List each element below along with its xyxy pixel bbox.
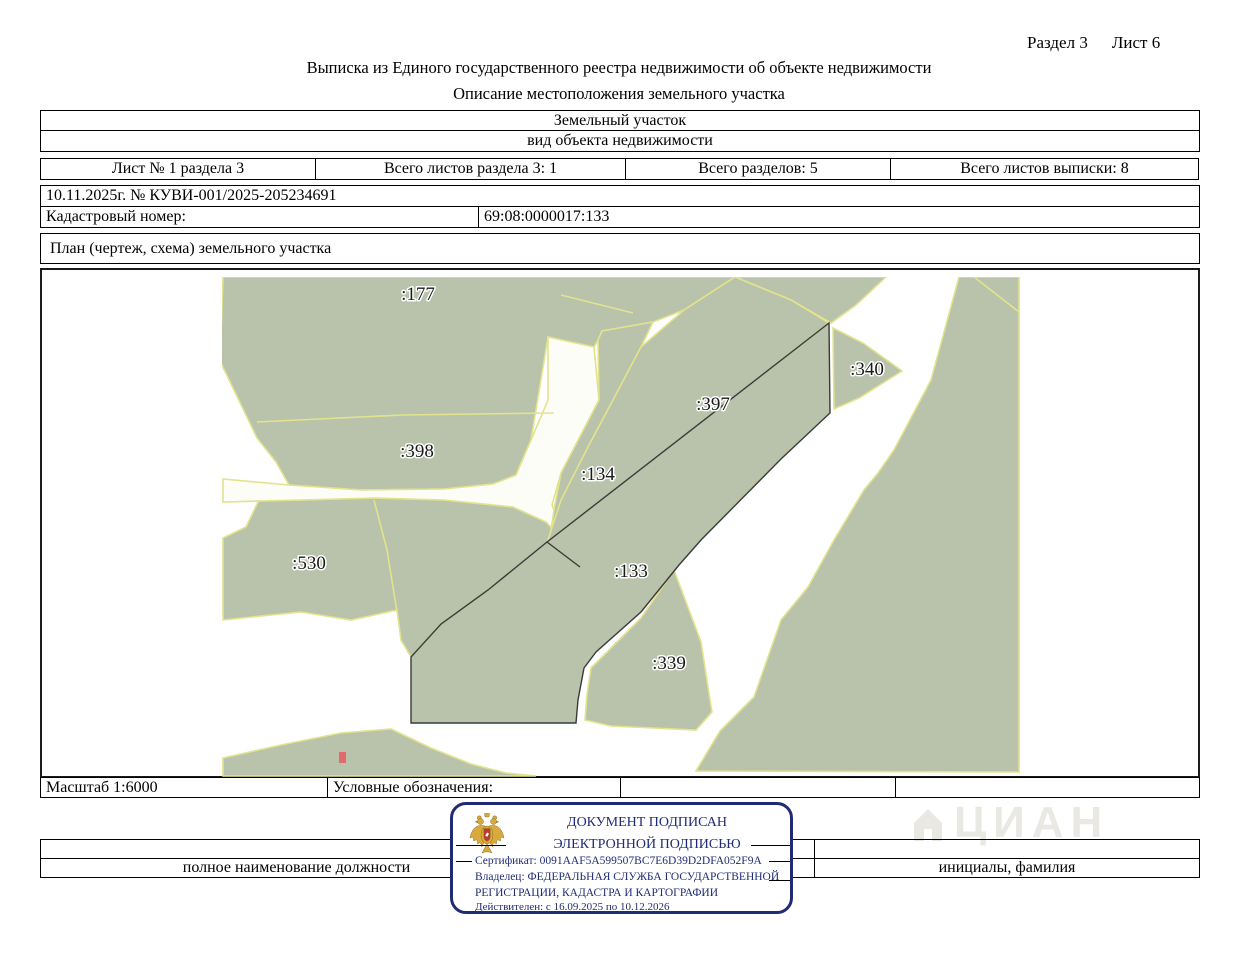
sheet-number: Лист 6 <box>1111 33 1161 52</box>
section-number: Раздел 3 <box>1027 33 1088 52</box>
name-label: инициалы, фамилия <box>938 859 1076 876</box>
section-sheet-header <box>1027 33 1160 53</box>
date-number-cell <box>40 185 1200 207</box>
cadastral-label-cell <box>40 206 479 228</box>
stamp-validity: Действителен: с 16.09.2025 по 10.12.2026 <box>475 901 670 913</box>
plan-title: План (чертеж, схема) земельного участка <box>50 239 332 257</box>
parcel-label-397: :397 <box>696 394 730 415</box>
sections-total-cell <box>625 158 891 180</box>
cadastral-label: Кадастровый номер: <box>46 208 186 225</box>
parcel-label-398: :398 <box>400 441 434 462</box>
stamp-line2: ЭЛЕКТРОННОЙ ПОДПИСЬЮ <box>553 837 741 852</box>
cadastral-number-cell <box>478 206 1200 228</box>
name-label-cell <box>814 858 1200 878</box>
parcel-map <box>222 277 1020 777</box>
object-kind-caption-cell <box>40 130 1200 152</box>
parcel-label-530: :530 <box>292 553 326 574</box>
legend-empty-cell-1 <box>620 777 896 798</box>
legend-cell <box>327 777 621 798</box>
coat-of-arms-icon <box>467 811 507 855</box>
object-kind-caption: вид объекта недвижимости <box>527 132 713 149</box>
stamp-certificate: Сертификат: 0091AAF5A599507BC7E6D39D2DFA052F9A <box>475 855 762 867</box>
watermark-text: ЦИАН <box>954 798 1110 847</box>
sheets-total-cell <box>890 158 1199 180</box>
scale-cell <box>40 777 328 798</box>
sheets-in-section-cell <box>315 158 626 180</box>
parcel-label-177: :177 <box>401 284 435 305</box>
document-title: Выписка из Единого государственного реестра недвижимости об объекте недвижимости <box>306 58 932 77</box>
parcel-label-340: :340 <box>850 359 884 380</box>
sheets-total-value: Всего листов выписки: 8 <box>960 160 1129 177</box>
red-marker <box>339 752 346 763</box>
sheets-in-section-value: Всего листов раздела 3: 1 <box>383 160 558 177</box>
parcel-label-339: :339 <box>652 653 686 674</box>
plan-map-frame <box>40 268 1200 778</box>
object-kind-cell <box>40 110 1200 131</box>
stamp-owner-line2: РЕГИСТРАЦИИ, КАДАСТРА И КАРТОГРАФИИ <box>475 887 719 899</box>
signature-empty-name <box>814 839 1200 859</box>
stamp-owner-line1: Владелец: ФЕДЕРАЛЬНАЯ СЛУЖБА ГОСУДАРСТВЕННОЙ <box>475 871 780 883</box>
stamp-line1: ДОКУМЕНТ ПОДПИСАН <box>567 815 727 830</box>
cadastral-number-value: 69:08:0000017:133 <box>484 208 610 225</box>
parcel-label-134: :134 <box>581 464 615 485</box>
legend-label: Условные обозначения: <box>333 778 494 796</box>
document-subtitle: Описание местоположения земельного участка <box>453 84 785 103</box>
sections-total-value: Всего разделов: 5 <box>698 160 818 177</box>
sheet-number-cell <box>40 158 316 180</box>
parcel-bottom-band <box>223 729 536 776</box>
scale-label: Масштаб 1:6000 <box>46 778 158 796</box>
position-label: полное наименование должности <box>182 859 411 876</box>
watermark-house-icon <box>908 803 948 843</box>
date-number-value: 10.11.2025г. № КУВИ-001/2025-205234691 <box>46 187 337 204</box>
parcel-label-133: :133 <box>614 561 648 582</box>
legend-empty-cell-2 <box>895 777 1200 798</box>
sheet-number-value: Лист № 1 раздела 3 <box>111 160 245 177</box>
digital-signature-stamp <box>450 802 793 914</box>
plan-title-cell <box>40 233 1200 264</box>
object-kind-value: Земельный участок <box>553 111 687 129</box>
